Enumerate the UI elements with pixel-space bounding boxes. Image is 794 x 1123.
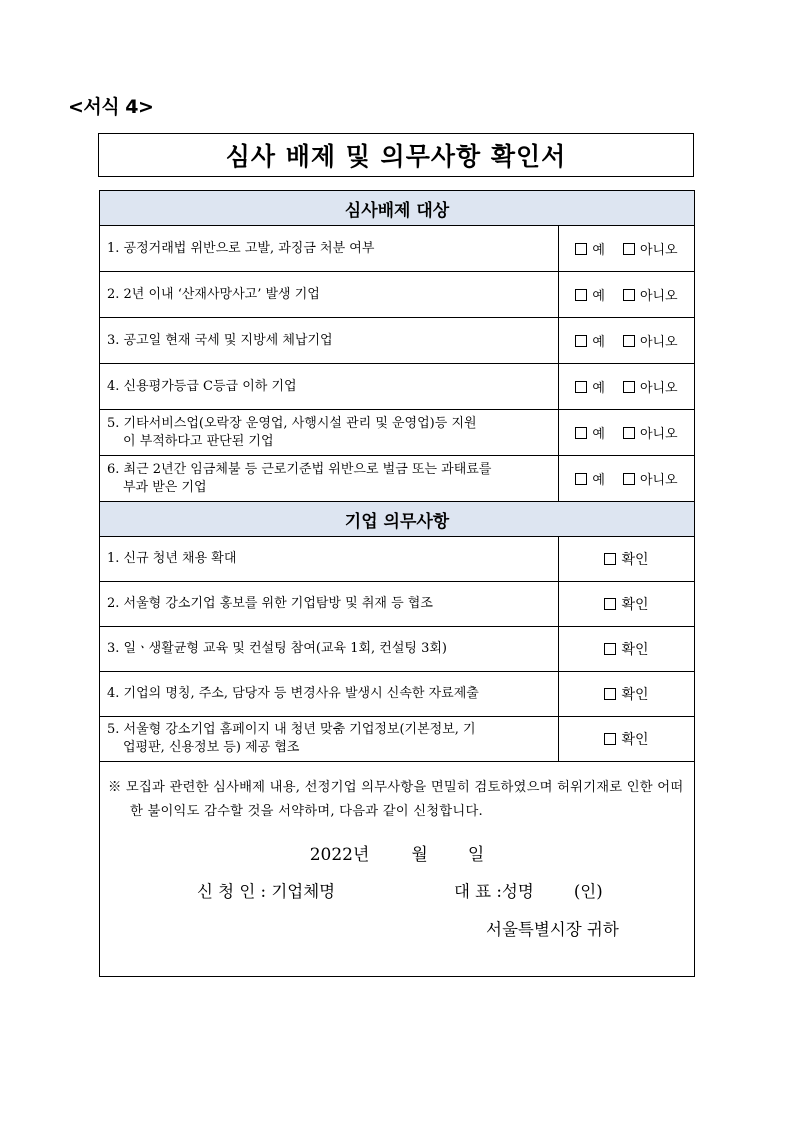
form-number-label: <서식 4> [68,96,154,118]
applicant-field: 신 청 인 : 기업체명 [197,882,336,901]
document-title: 심사 배제 및 의무사항 확인서 [98,133,694,177]
obligation-row [100,717,695,762]
exclusion-item-text: 6. 최근 2년간 임금체불 등 근로기준법 위반으로 벌금 또는 과태료를 부과 받은 기업 [100,456,559,502]
date-year: 2022년 [309,845,370,865]
confirmation-table [99,190,695,977]
no-label: 아니오 [639,381,678,396]
date-month: 월 [411,845,428,865]
yes-checkbox[interactable] [575,473,587,485]
obligation-row [100,537,695,582]
yes-checkbox[interactable] [575,381,587,393]
yes-label: 예 [592,381,605,396]
confirm-option [559,717,695,762]
no-checkbox[interactable] [623,289,635,301]
confirm-option [559,627,695,672]
representative-field [454,878,603,902]
obligation-row [100,582,695,627]
exclusion-item-text: 4. 신용평가등급 C등급 이하 기업 [100,364,559,410]
exclusion-row [100,272,695,318]
yes-checkbox[interactable] [575,289,587,301]
yes-label: 예 [592,289,605,304]
declaration-cell [100,762,695,977]
confirm-checkbox[interactable] [604,553,616,565]
yes-no-options [559,226,695,272]
no-checkbox[interactable] [623,473,635,485]
no-checkbox[interactable] [623,427,635,439]
obligation-item-text: 5. 서울형 강소기업 홈페이지 내 청년 맞춤 기업정보(기본정보, 기 업평판, 신용정보 등) 제공 협조 [100,717,559,762]
exclusion-row [100,410,695,456]
obligation-section-header-row [100,502,695,537]
confirm-option [559,582,695,627]
confirm-option [559,672,695,717]
confirm-checkbox[interactable] [604,598,616,610]
exclusion-item-text: 3. 공고일 현재 국세 및 지방세 체납기업 [100,318,559,364]
yes-label: 예 [592,335,605,350]
obligation-item-text: 1. 신규 청년 채용 확대 [100,537,559,582]
obligation-item-text: 3. 일ㆍ생활균형 교육 및 컨설팅 참여(교육 1회, 컨설팅 3회) [100,627,559,672]
yes-no-options [559,364,695,410]
no-label: 아니오 [639,473,678,488]
yes-no-options [559,318,695,364]
yes-no-options [559,456,695,502]
exclusion-row [100,318,695,364]
yes-no-options [559,272,695,318]
no-checkbox[interactable] [623,335,635,347]
exclusion-item-text: 5. 기타서비스업(오락장 운영업, 사행시설 관리 및 운영업)등 지원 이 부적하다고 판단된 기업 [100,410,559,456]
yes-label: 예 [592,243,605,258]
addressee: 서울특별시장 귀하 [486,920,619,939]
declaration-note: ※ 모집과 관련한 심사배제 내용, 선정기업 의무사항을 면밀히 검토하였으며 허위기재로 인한 어떠한 불이익도 감수할 것을 서약하며, 다음과 같이 신청합니다. [108,780,684,819]
exclusion-row [100,226,695,272]
yes-checkbox[interactable] [575,243,587,255]
no-checkbox[interactable] [623,243,635,255]
confirm-checkbox[interactable] [604,688,616,700]
no-label: 아니오 [639,243,678,258]
yes-no-options [559,410,695,456]
date-line [100,840,694,865]
yes-label: 예 [592,427,605,442]
declaration-row [100,762,695,977]
exclusion-section-header-row [100,191,695,226]
exclusion-row [100,364,695,410]
obligation-item-text: 4. 기업의 명칭, 주소, 담당자 등 변경사유 발생시 신속한 자료제출 [100,672,559,717]
no-checkbox[interactable] [623,381,635,393]
exclusion-section-header: 심사배제 대상 [100,191,695,226]
exclusion-item-text: 2. 2년 이내 ‘산재사망사고’ 발생 기업 [100,272,559,318]
exclusion-row [100,456,695,502]
date-day: 일 [467,845,485,865]
confirm-label: 확인 [621,687,649,703]
confirm-option [559,537,695,582]
confirm-label: 확인 [621,552,649,568]
representative-label: 대 표 :성명 [454,882,534,901]
obligation-section-header: 기업 의무사항 [100,502,695,537]
yes-label: 예 [592,473,605,488]
confirm-checkbox[interactable] [604,733,616,745]
yes-checkbox[interactable] [575,335,587,347]
exclusion-item-text: 1. 공정거래법 위반으로 고발, 과징금 처분 여부 [100,226,559,272]
no-label: 아니오 [639,335,678,350]
confirm-checkbox[interactable] [604,643,616,655]
obligation-item-text: 2. 서울형 강소기업 홍보를 위한 기업탐방 및 취재 등 협조 [100,582,559,627]
yes-checkbox[interactable] [575,427,587,439]
confirm-label: 확인 [621,642,649,658]
confirm-label: 확인 [621,597,649,613]
seal-mark: (인) [573,882,603,901]
no-label: 아니오 [639,427,678,442]
obligation-row [100,627,695,672]
no-label: 아니오 [639,289,678,304]
confirm-label: 확인 [621,732,649,748]
obligation-row [100,672,695,717]
